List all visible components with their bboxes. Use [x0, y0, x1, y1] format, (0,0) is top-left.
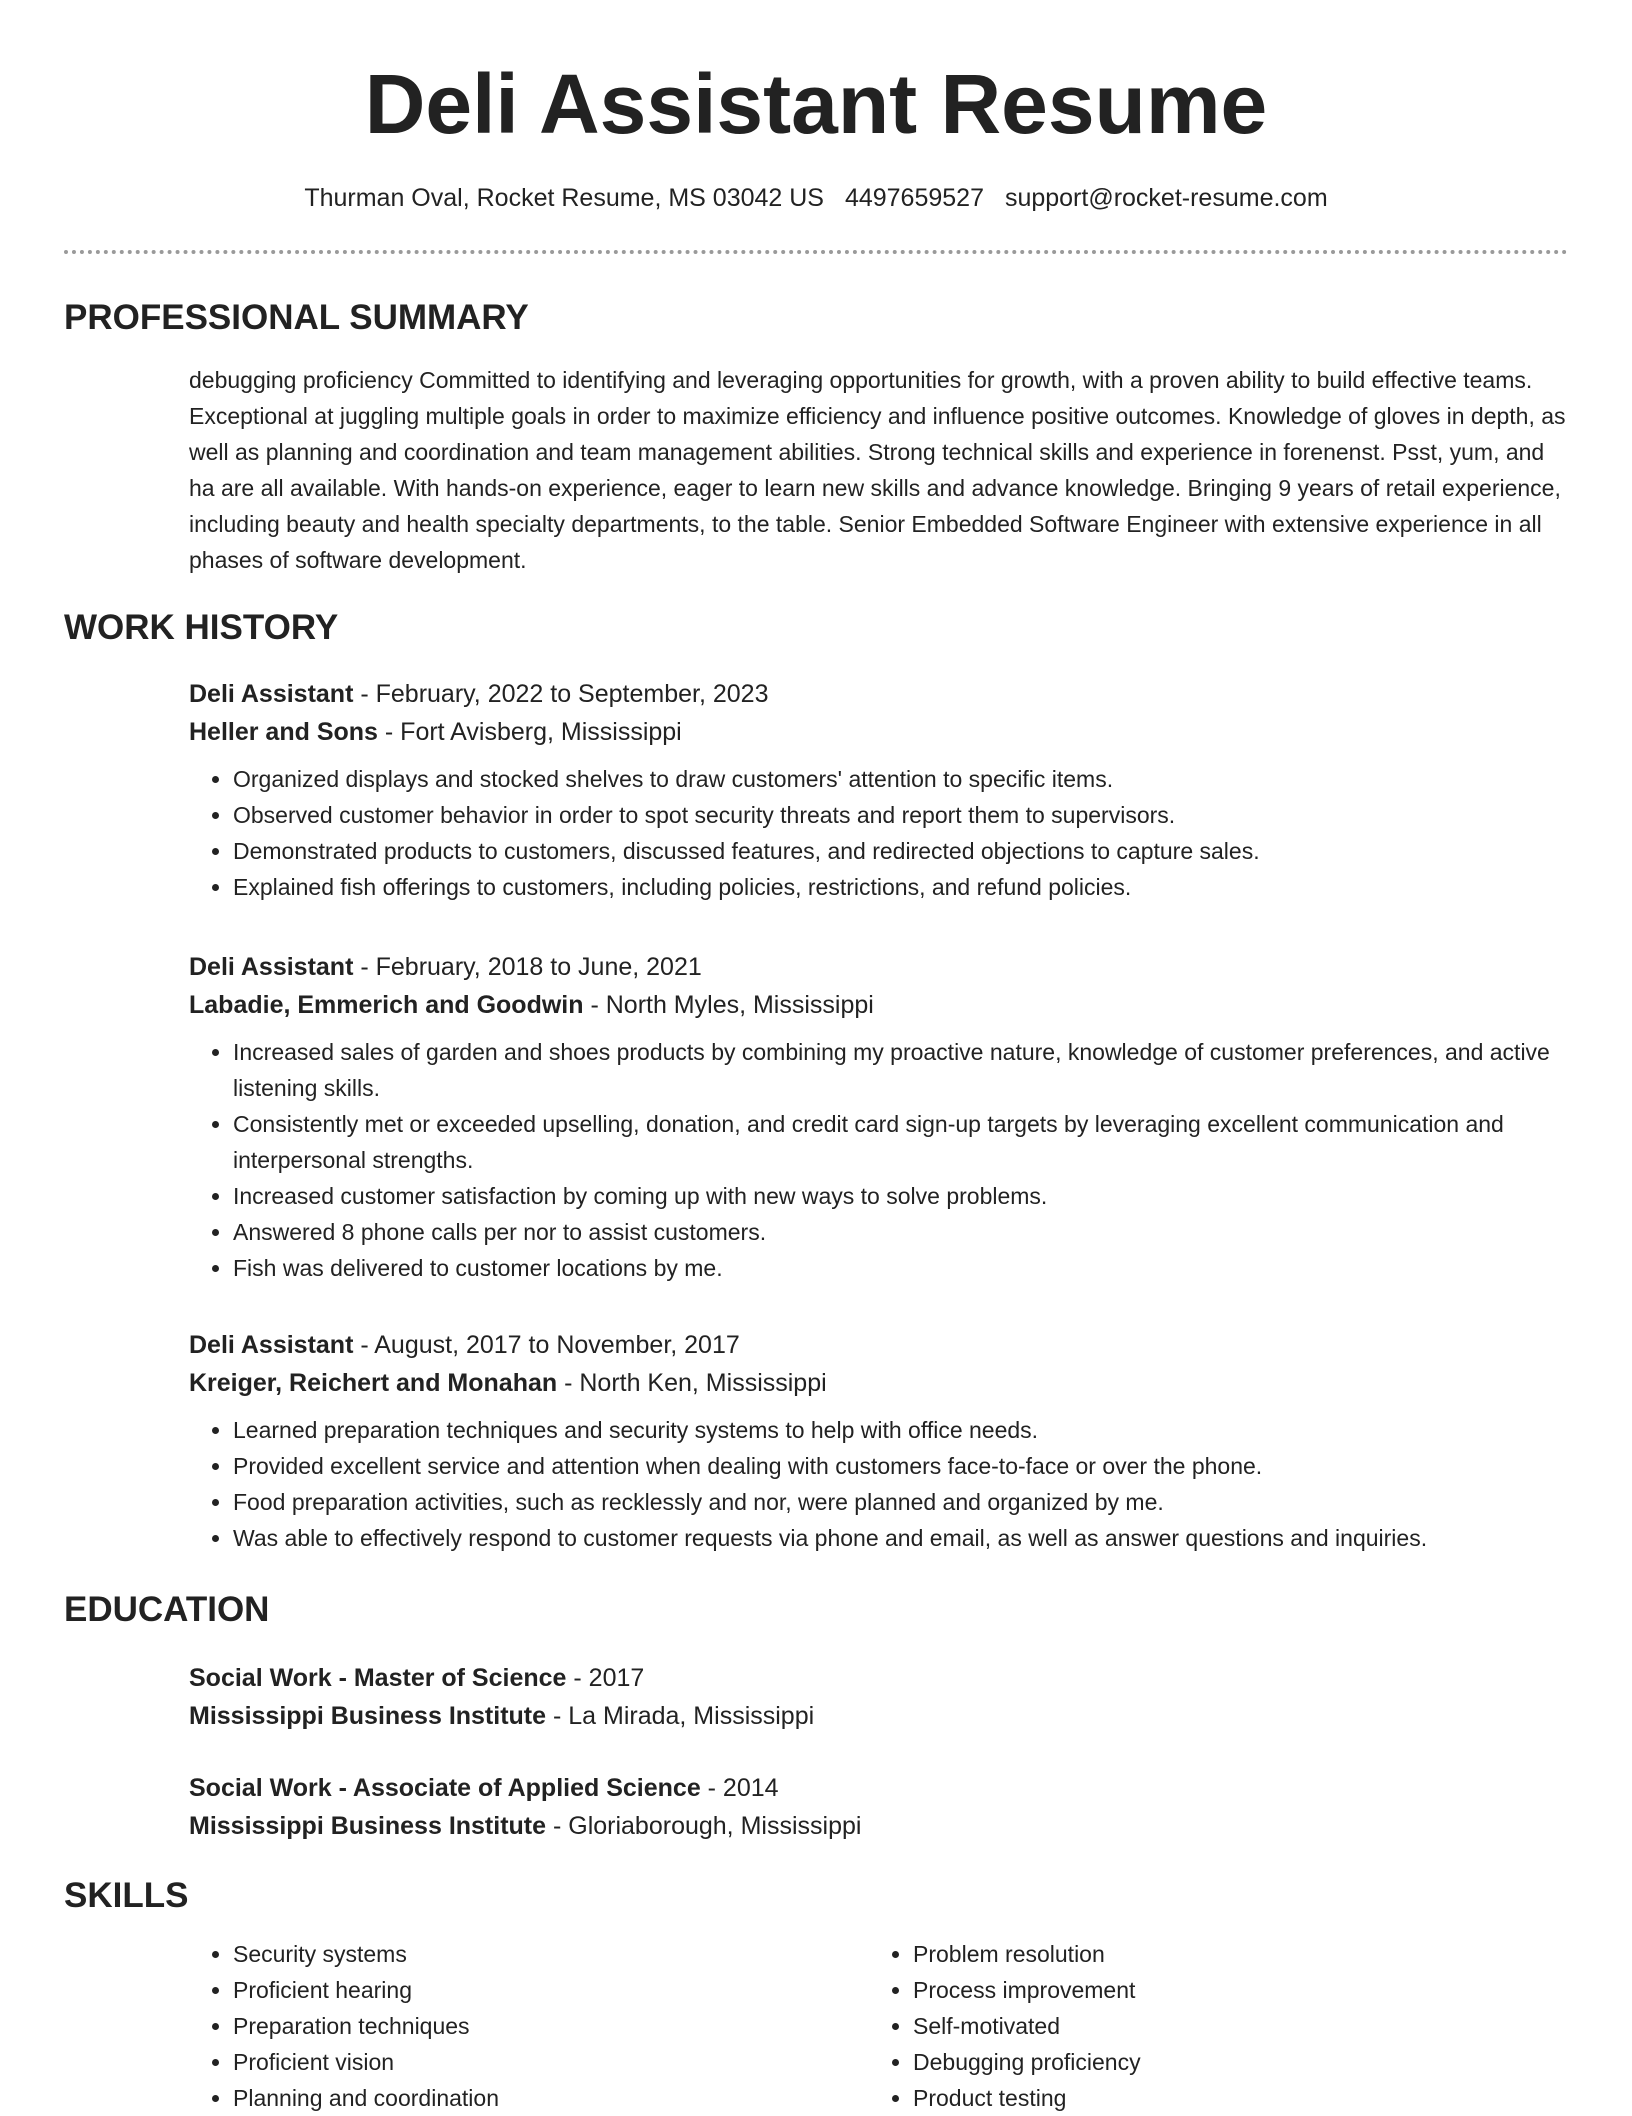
job-bullet: • Explained fish offerings to customers, including policies, restrictions, and refund policies. [233, 869, 1569, 905]
degree-year: - 2014 [700, 1774, 779, 1802]
job-bullet: • Demonstrated products to customers, discussed features, and redirected objections to capture sales. [233, 833, 1569, 869]
employer-name: Heller and Sons [189, 718, 378, 746]
job-bullet: • Answered 8 phone calls per nor to assist customers. [233, 1214, 1569, 1250]
resume-title: Deli Assistant Resume [364, 57, 1268, 151]
job-bullet: • Organized displays and stocked shelves to draw customers' attention to specific items. [233, 761, 1569, 797]
employer-line [189, 1364, 1569, 1402]
contact-address: Thurman Oval, Rocket Resume, MS 03042 US [304, 184, 824, 212]
summary-heading: PROFESSIONAL SUMMARY [64, 298, 529, 337]
header-divider [64, 250, 1568, 254]
employer-location: - Fort Avisberg, Mississippi [377, 718, 682, 746]
job-entry [189, 1326, 1569, 1556]
contact-email: support@rocket-resume.com [1004, 184, 1328, 212]
summary-section [189, 362, 1569, 578]
employer-location: - North Myles, Mississippi [583, 991, 874, 1019]
job-title-line [189, 675, 1569, 713]
school-location: - Gloriaborough, Mississippi [546, 1812, 862, 1840]
skill-item: • Self-motivated [913, 2008, 1549, 2044]
employer-name: Labadie, Emmerich and Goodwin [189, 991, 584, 1019]
skills-list [189, 1936, 1549, 2116]
contact-info [0, 180, 1632, 216]
job-title: Deli Assistant [189, 680, 354, 708]
contact-phone: 4497659527 [844, 184, 984, 212]
skill-item: • Proficient hearing [233, 1972, 869, 2008]
work-history-heading: WORK HISTORY [64, 608, 339, 647]
degree-line [189, 1659, 1569, 1697]
school-location: - La Mirada, Mississippi [546, 1702, 815, 1730]
skills-column-left [189, 1936, 869, 2116]
job-title-line [189, 1326, 1569, 1364]
job-bullet: • Increased sales of garden and shoes products by combining my proactive nature, knowledge of customer preferences, and active listening skills. [233, 1034, 1569, 1106]
skill-item: • Proficient vision [233, 2044, 869, 2080]
skill-item: • Planning and coordination [233, 2080, 869, 2116]
job-bullet: • Observed customer behavior in order to spot security threats and report them to supervisors. [233, 797, 1569, 833]
job-dates: - February, 2018 to June, 2021 [353, 953, 702, 981]
education-entry [189, 1769, 1569, 1845]
job-bullet: • Increased customer satisfaction by coming up with new ways to solve problems. [233, 1178, 1569, 1214]
employer-line [189, 713, 1569, 751]
job-bullet: • Food preparation activities, such as recklessly and nor, were planned and organized by me. [233, 1484, 1569, 1520]
school-line [189, 1807, 1569, 1845]
school-name: Mississippi Business Institute [189, 1702, 547, 1730]
education-entry [189, 1659, 1569, 1735]
skill-item: • Process improvement [913, 1972, 1549, 2008]
job-title: Deli Assistant [189, 953, 354, 981]
job-dates: - August, 2017 to November, 2017 [353, 1331, 740, 1359]
job-bullets [189, 1412, 1569, 1556]
degree-name: Social Work - Associate of Applied Science [189, 1774, 701, 1802]
job-dates: - February, 2022 to September, 2023 [353, 680, 769, 708]
job-bullets [189, 761, 1569, 905]
skill-item: • Problem resolution [913, 1936, 1549, 1972]
skills-heading: SKILLS [64, 1876, 189, 1915]
skill-item: • Preparation techniques [233, 2008, 869, 2044]
school-line [189, 1697, 1569, 1735]
employer-name: Kreiger, Reichert and Monahan [189, 1369, 558, 1397]
degree-line [189, 1769, 1569, 1807]
skills-column-right [869, 1936, 1549, 2116]
skill-item: • Security systems [233, 1936, 869, 1972]
school-name: Mississippi Business Institute [189, 1812, 547, 1840]
job-title: Deli Assistant [189, 1331, 354, 1359]
employer-line [189, 986, 1569, 1024]
job-bullet: • Was able to effectively respond to customer requests via phone and email, as well as answer questions and inquiries. [233, 1520, 1569, 1556]
job-bullet: • Fish was delivered to customer locations by me. [233, 1250, 1569, 1286]
job-bullet: • Learned preparation techniques and security systems to help with office needs. [233, 1412, 1569, 1448]
education-heading: EDUCATION [64, 1590, 270, 1629]
job-title-line [189, 948, 1569, 986]
job-entry [189, 675, 1569, 905]
degree-year: - 2017 [566, 1664, 645, 1692]
skill-item: • Debugging proficiency [913, 2044, 1549, 2080]
summary-text: debugging proficiency Committed to identifying and leveraging opportunities for growth, with a proven ability to build effective teams. Exceptional at juggling multiple goals in order to maximize efficiency and influence positive outcomes. Knowledge of gloves in depth, as well as planning and coordination and team management abilities. Strong technical skills and experience in forenenst. Psst, yum, and ha are all available. With hands-on experience, eager to learn new skills and advance knowledge. Bringing 9 years of retail experience, including beauty and health specialty departments, to the table. Senior Embedded Software Engineer with extensive experience in all phases of software development. [189, 367, 1566, 573]
job-entry [189, 948, 1569, 1286]
job-bullet: • Provided excellent service and attention when dealing with customers face-to-face or over the phone. [233, 1448, 1569, 1484]
job-bullets [189, 1034, 1569, 1286]
degree-name: Social Work - Master of Science [189, 1664, 567, 1692]
skill-item: • Product testing [913, 2080, 1549, 2116]
employer-location: - North Ken, Mississippi [557, 1369, 827, 1397]
job-bullet: • Consistently met or exceeded upselling, donation, and credit card sign-up targets by leveraging excellent communication and interpersonal strengths. [233, 1106, 1569, 1178]
